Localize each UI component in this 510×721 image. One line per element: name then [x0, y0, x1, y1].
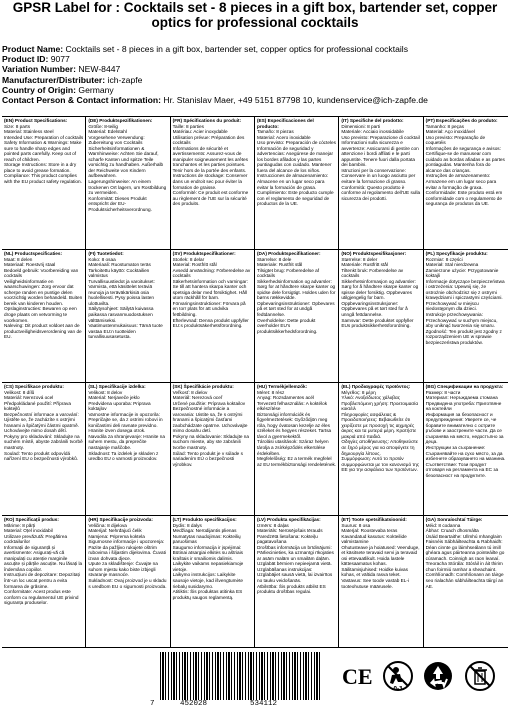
language-block-line: Размер: 8 части: [425, 389, 461, 395]
language-block: [2, 117, 86, 249]
language-block-line: Materiāls: Nerūsējošais tērauds: [256, 528, 323, 534]
language-block-line: Dimensioni: 8 parti: [341, 123, 381, 129]
language-block-line: Materiale: Rustfrit stål: [256, 262, 303, 268]
language-block-heading: (NO) Produktspesifikasjoner:: [341, 251, 407, 256]
language-block-line: Compliance: This product complies with the EU product safety regulation.: [4, 173, 82, 185]
language-block-line: Instrukcje przechowywania: Przechowywać w suchym miejscu, aby uniknąć tworzenia się smaru.: [425, 312, 498, 329]
language-block-line: Utilisation prévue: Préparation des cocktails: [172, 134, 245, 146]
language-block: [2, 383, 86, 515]
language-block-line: Conformité: Ce produit est conforme au règlement de l'UE sur la sécurité des produits.: [172, 190, 249, 207]
language-block-heading: (FR) Spécifications du produit:: [172, 118, 242, 123]
language-row: [2, 116, 508, 249]
language-block: [171, 383, 255, 515]
language-block-line: Πληροφορίες ασφάλειας & Προειδοποιήσεις: Βεβαιωθείτε ότι χειρίζεστε με προσοχή τις αιχμηρές άκρες και τα μυτερά μέρη. Κρατήστε μακριά από παιδιά.: [341, 411, 417, 439]
info-product-id: Product ID: 9077: [2, 54, 70, 65]
barcode-digits-right: 534112: [250, 700, 278, 708]
barcode-digits-left: 452028: [180, 700, 208, 708]
language-block-line: Materiaali: Ruostumaton teräs: [88, 262, 151, 268]
language-block-heading: (ES) Especificaciones del producto:: [256, 118, 314, 129]
language-block-heading: (LT) Produkto specifikacijos:: [172, 517, 237, 522]
language-block-heading: (PL) Specyfikacje produktu:: [425, 251, 488, 256]
language-block-heading: (BG) Спецификации на продукта:: [425, 384, 504, 389]
language-block-line: Tárolási utasítások: Száraz helyen tárolja a zsírképződés elkerülése érdekében.: [256, 439, 329, 456]
language-block-line: Informazioni sulla sicurezza e avvertenze: Assicurarsi di gestire con attenzione i bordi affilati e le parti appuntite. Tenere fuori dalla portata dei bambini.: [341, 140, 419, 168]
language-block-line: Tamaño: 8 piezas: [256, 129, 294, 135]
info-contact: Contact Person & Contact information: Hr. Stanislav Maer, +49 5151 87798 10, kundenservice@ich-zapfe.de: [2, 95, 428, 106]
language-row: [2, 515, 508, 648]
language-block-line: Opslaginstructies: Bewaren op een droge plaats om vetvorming te voorkomen.: [4, 306, 77, 323]
language-block-line: Instruções de armazenamento: Armazene em um lugar seco para evitar a formação de graxa.: [425, 173, 497, 190]
language-block-line: Velikost: 8 delov: [88, 389, 123, 395]
language-block-line: Información de seguridad y advertencias: Asegúrese de manejar los bordes afilados y las partes puntiagudas con cuidado. Mantener fuera del alcance de los niños.: [256, 145, 334, 173]
language-block: [2, 516, 86, 648]
language-block-line: Materijal: Nehrđajući čelik: [88, 528, 142, 534]
language-block-line: Veiligheidsinformatie en waarschuwingen: Zorg ervoor dat scherpe randen en puntige delen voorzichtig worden behandeld. Buiten bereik van kinderen houden.: [4, 278, 83, 306]
language-block-line: Soulad: Tento produkt odpovídá nařízení EU o bezpečnosti výrobků.: [4, 450, 78, 462]
language-block-line: Tilsigtet brug: Forberedelse af cocktails: [256, 267, 320, 279]
info-product-name: Product Name: Cocktails set - 8 pieces in a gift box, bartender set, copper optics for professional cocktails: [2, 44, 408, 54]
language-block: [255, 383, 339, 515]
language-block-line: Taille: 8 parties: [172, 123, 204, 129]
barcode-bars: [160, 652, 320, 700]
language-block-line: Upute za skladištenje: Čuvajte na suhom mjestu kako biste izbjegli stvaranje masnoće.: [88, 561, 158, 578]
language-block-heading: (ET) Toote spetsifikatsioonid:: [341, 517, 407, 522]
language-block-line: Numatytas naudojimas: Kokteilių paruošimas: [172, 533, 241, 545]
language-block-line: Materiale: Rustfritt stål: [341, 262, 388, 268]
language-block-line: Sicherheitsinformationen & Warnhinweise: Achten Sie darauf, scharfe Kanten und spitze Teile vorsichtig zu handhaben. Außerhalb der Reichweite von Kindern aufbewahren.: [88, 145, 164, 179]
language-block-line: Material: Acero inoxidable: [256, 134, 311, 140]
language-block-line: Intended Use: Preparation of cocktails: [4, 134, 84, 140]
language-block-line: Materiaal: Roestvrij staal: [4, 262, 56, 268]
language-block-line: Určené použitie: Príprava koktailov: [172, 400, 246, 406]
language-block-heading: (DA) Produktspecifikationer:: [256, 251, 321, 256]
language-block-heading: (LV) Produkta specifikācijas:: [256, 517, 321, 522]
language-block-line: Størrelse: 8 dele: [256, 256, 292, 262]
language-block-line: Informacje dotyczące bezpieczeństwa i ostrzeżenia: Upewnij się, że ostrożnie obchodzisz się z ostrymi krawędziami i spiczastymi częściami. Przechowywać w miejscu niedostępnym dla dzieci.: [425, 278, 505, 312]
language-block-line: Οδηγίες αποθήκευσης: Αποθηκεύστε σε ξηρό μέρος για να αποφύγετε τη δημιουργία λίπους.: [341, 439, 418, 456]
language-block-line: Pokyny na skladovanie: Skladujte na suchom mieste, aby ste zabránili tvorbe mastnoty.: [172, 433, 250, 451]
language-block-line: Materjal: Roostevaba teras: [341, 528, 398, 534]
language-block-line: Skladnost: Ta izdelek je skladen z uredbo EU o varnosti proizvodov.: [88, 450, 159, 462]
language-block-heading: (GA) Sonraíochtaí Táirge:: [425, 517, 483, 522]
language-block-line: Sigurnosne informacije i upozorenja: Pazite da pažljivo rukujete oštrim rubovima i šiljastim dijelovima. Čuvati izvan dohvata djece.: [88, 539, 166, 561]
language-block-line: Maat: 8 delen: [4, 256, 33, 262]
language-block: [171, 516, 255, 648]
language-block-heading: (PT) Especificações do produto:: [425, 118, 498, 123]
language-block-line: Navodila za shranjevanje: Hranite na suhem mestu, da preprečite nastajanje maščobe.: [88, 433, 165, 451]
language-block: [255, 250, 339, 382]
language-block-line: Avsedd användning: Förberedelse av cocktails: [172, 267, 251, 279]
language-block-line: Medžiaga: Nerūdijantis plienas: [172, 528, 237, 534]
language-block-line: Naleving: Dit product voldoet aan de productveiligheidsverordening van de EU.: [4, 323, 82, 340]
language-block: [339, 250, 423, 382]
language-block-line: Informations de sécurité et avertissements: Assurez-vous de manipuler soigneusement les arêtes tranchantes et les parties pointues. Tenir hors de la portée des enfants.: [172, 145, 248, 173]
language-block-line: Kavandatud kasutus: Kokteilide valmistamine: [341, 533, 407, 545]
language-block-line: Предвидена употреба: Приготвяне на коктейли: [425, 400, 502, 412]
language-row-columns: [2, 117, 508, 249]
language-block-heading: (RO) Specificații produs:: [4, 517, 59, 522]
language-block-line: Vaatimustenmukaisuus: Tämä tuote vastaa EU:n tuotteiden turvallisuusasetusta.: [88, 323, 163, 340]
language-block-line: Uso previsto: Preparación de cócteles: [256, 140, 336, 146]
language-block-line: Zgodność: Ten produkt jest zgodny z rozporządzeniem UE w sprawie bezpieczeństwa produktów.: [425, 328, 502, 345]
language-block-line: Material: Stainless steel: [4, 129, 54, 135]
language-block-line: Størrelse: 8 deler: [341, 256, 378, 262]
language-block-line: Treoracha Stórála: Stóráil in áit thirim chun foirmiú ramhar a sheachaint.: [425, 561, 503, 572]
language-block-line: Zamierzone użycie: Przygotowanie koktajli: [425, 267, 499, 279]
language-block-line: Conformità: Questo prodotto è conforme al regolamento dell'UE sulla sicurezza dei prodotti.: [341, 184, 421, 201]
language-block-line: Opbevaringsinstruktioner: Opbevares på et tørt sted for at undgå fedtdannelse.: [256, 300, 335, 318]
language-block: [171, 250, 255, 382]
language-block-line: Pokyny pro skladování: Skladujte na suchém místě, abyste zabránili tvorbě mastnoty.: [4, 433, 83, 451]
language-block-line: Utilizare prevăzută: Pregătirea cocktailurilor: [4, 533, 68, 545]
language-block: [86, 383, 170, 515]
language-block: [424, 117, 508, 249]
language-block-line: Megfelelőség: Ez a termék megfelel az EU termékbiztonsági rendeletének.: [256, 456, 337, 467]
language-block-line: Izmērs: 8 daļas: [256, 522, 289, 528]
language-block-line: Lagerungshinweise: An einem trockenen Ort lagern, um Rostbildung zu vermeiden.: [88, 179, 167, 196]
language-block-line: Conformidade: Este produto está em conformidade com o regulamento de segurança de produtos da UE.: [425, 190, 503, 207]
language-block-line: Förvaringsinstruktioner: Förvara på en torr plats för att undvika fettbildning.: [172, 300, 246, 318]
language-block-line: Vastavus: See toode vastab EL-i tooteohutuse määrusele.: [341, 578, 409, 589]
language-block-line: Atbilstība: Šis produkts atbilst ES produktu drošības regulai.: [256, 583, 326, 595]
language-block-line: Material: Rostfritt stål: [172, 262, 217, 268]
language-block-line: Tarkoitettu käyttö: Cocktailien valmistus: [88, 267, 150, 279]
svg-text:0-3: 0-3: [393, 686, 403, 692]
language-block-line: Sikkerhedsinformation og advarsler: Sørg for at håndtere skarpe kanter og spidse dele forsigtigt. Holdes uden for børns rækkevidde.: [256, 278, 336, 301]
language-block-heading: (NL) Productspecificaties:: [4, 251, 63, 256]
language-block-heading: (EL) Προδιαγραφές προϊόντος:: [341, 384, 411, 389]
language-block: [339, 117, 423, 249]
language-block: [424, 250, 508, 382]
language-block-heading: (EN) Product Specifications:: [4, 118, 68, 123]
recycle-icon: [422, 660, 454, 697]
language-block-line: Bedoeld gebruik: Voorbereiding van cocktails: [4, 267, 79, 279]
language-block-line: Informații de siguranță și avertismente: Asigurați-vă că manipulați cu atenție marginile ascuțite și părțile ascuțite. Nu lăsați la îndemâna copiilor.: [4, 544, 83, 572]
language-block-line: Faisnéis Sábháilteachta & Rabhaidh: Déan cinnte go láimhseálann tú imill ghéara agus páirteanna pointeáilte go cúramach. Coinnigh as raon leanaí.: [425, 539, 505, 561]
language-block-line: Säilytysohjeet: Säilytä kuivassa paikassa rasvanmuodostuksen välttämiseksi.: [88, 306, 154, 323]
product-info: [2, 44, 508, 105]
ean-barcode: [150, 652, 320, 710]
language-block-line: Vorgesehene Verwendung: Zubereitung von Cocktails: [88, 134, 145, 146]
language-block-line: Uso previsto: Preparação de coquetéis: [425, 134, 486, 146]
language-block-line: Materiál: Nerezová oceľ: [172, 395, 223, 401]
language-block: [2, 250, 86, 382]
language-block-line: Conformitate: Acest produs este conform cu regulamentul UE privind siguranța produselor.: [4, 589, 79, 606]
language-block-line: Sukladnost: Ovaj proizvod je u skladu s uredbom EU o sigurnosti proizvoda.: [88, 578, 167, 589]
language-block-line: Úsáid Beartaithe: Ullmhú mhanglaim: [425, 533, 502, 539]
language-block-line: Predvidena uporaba: Priprava koktajlov: [88, 400, 151, 412]
no-dustbin-icon: [464, 660, 496, 697]
language-block-line: Μέγεθος: 8 μέρη: [341, 389, 376, 395]
language-block-line: Veľkosť: 8 dielov: [172, 389, 208, 395]
language-row: [2, 249, 508, 382]
language-block-heading: (DE) Produktspezifikationen:: [88, 118, 153, 123]
language-block-line: Materiał: Stal nierdzewna: [425, 262, 479, 268]
language-block-line: Oppbevaringsinstruksjoner: Oppbevares på et tørt sted for å unngå fettdannelse.: [341, 300, 408, 318]
info-manufacturer: Manufacturer/Distributer: ich-zapfe: [2, 74, 143, 85]
language-block: [86, 117, 170, 249]
language-block-line: Uzglabāšanas instrukcijas: Uzglabājiet sausā vietā, lai izvairītos no tauku veidošanās.: [256, 566, 333, 584]
language-block-line: Προβλεπόμενη χρήση: Προετοιμασία κοκτέιλ: [341, 400, 419, 412]
info-variation-number: Variation Number: NEW-8447: [2, 64, 121, 75]
language-block-line: Overholdelse: Dette produkt overholder EU's produktsikkerhedsforordning.: [256, 317, 318, 334]
language-block: [424, 516, 508, 648]
language-block-line: Informações de segurança e avisos: Certifique-se de manusear com cuidado as bordas afiadas e as partes pontiagudas. Mantenha fora do alcance das crianças.: [425, 145, 505, 173]
language-block: [171, 117, 255, 249]
language-block-line: Méret: 8 rész: [256, 389, 285, 395]
language-block-line: Größe: 8-teilig: [88, 123, 119, 129]
language-block-line: Cumplimiento: Este producto cumple con el reglamento de seguridad de productos de la UE.: [256, 190, 334, 207]
language-block-line: Materiale: Acciaio inossidabile: [341, 129, 404, 135]
barcode-digit-lead: 7: [150, 700, 155, 708]
no-children-icon: [382, 660, 414, 697]
language-block-line: Předpokládané použití: Příprava koktejlů: [4, 400, 71, 412]
language-block-line: Konformität: Dieses Produkt entspricht der EU-Produktsicherheitsverordnung.: [88, 195, 152, 212]
language-block-line: Méid: 8 codanna: [425, 522, 461, 528]
language-block-line: Saugumo informacija ir įspėjimai: Būtinai atsargiai elkitės su aštriais kraštais ir smailiomis dalimis. Laikykite vaikams nepasiekiamoje vietoje.: [172, 544, 244, 572]
language-block-line: Instrucțiuni de depozitare: Depozitați într-un loc uscat pentru a evita formarea de grăsime.: [4, 572, 80, 589]
info-country-of-origin: Country of Origin: Germany: [2, 84, 114, 95]
language-block-line: Suurus: 8 osa: [341, 522, 371, 528]
language-block: [424, 383, 508, 515]
language-block-heading: (HR) Specifikacije proizvoda:: [88, 517, 153, 522]
language-block-line: Efterlevnad: Denna produkt uppfyller EU:s produktsäkerhetsförordning.: [172, 317, 249, 329]
language-block: [86, 516, 170, 648]
page-title: GPSR Label for : Cocktails set - 8 pieces in a gift box, bartender set, copper optics for professional cocktails: [12, 0, 498, 30]
language-block-line: Instrucciones de almacenamiento: Almacene en un lugar seco para evitar la formación de grasa.: [256, 173, 329, 190]
language-block-line: Varnostne informacije in opozorila: Prepričajte se, da z ostrimi robovi in koničastimi deli ravnate previdno. Hranite izven dosega otrok.: [88, 411, 163, 434]
language-block-line: Anyag: Rozsdamentes acél: [256, 395, 315, 401]
language-block-line: Συμμόρφωση: Αυτό το προϊόν συμμορφώνεται με τον κανονισμό της ΕΕ για την ασφάλεια των προϊόντων.: [341, 456, 420, 473]
language-block-line: Biztonsági információk és figyelmeztetések: Győződjön meg róla, hogy óvatosan kezelje az éles széleket és hegyes részeket. Tartsa távol a gyermekektől.: [256, 411, 332, 439]
language-block-line: Safety Information & Warnings: Make sure to handle sharp edges and pointed parts carefully. Keep out of reach of children.: [4, 140, 82, 162]
language-block-line: Velikost: 8 dílů: [4, 389, 35, 395]
language-block-heading: (SV) Produktspecifikationer:: [172, 251, 236, 256]
language-block-line: Säilitamisjuhised: Hoidke kuivas kohas, et vältida rasva teket.: [341, 566, 409, 578]
language-block-line: Storlek: 8 delar: [172, 256, 205, 262]
language-block-line: Tamanho: 8 peças: [425, 123, 464, 129]
language-block-line: Material: Nerjaveče jeklo: [88, 395, 140, 401]
language-block-line: Информация за безопасност и предупреждения: Уверете се, че боравите внимателно с острите ръбове и заострените части. Да се съхранява на място, недостъпно за деца.: [425, 411, 504, 445]
language-block-heading: (CS) Specifikace produktu:: [4, 384, 64, 389]
language-block-line: Material: Edelstahl: [88, 129, 127, 135]
language-block-line: Ohutusteave ja hoiatused: Veenduge, et käsitsete teravaid servi ja teravaid osi ettevaatlikult. Hoida lastele kättesaamatus kohas.: [341, 544, 420, 567]
language-block-line: Matériau: Acier inoxydable: [172, 129, 228, 135]
language-block: [255, 516, 339, 648]
language-block-line: Sikkerhetsinformasjon og advarsler: Sørg for å håndtere skarpe kanter og spisse deler forsiktig. Oppbevares utilgjengelig for barn.: [341, 278, 419, 301]
language-block-line: Namjena: Priprema koktela: [88, 533, 145, 539]
language-block-line: Tiltenkt bruk: Forberedelse av cocktails: [341, 267, 404, 279]
language-block: [339, 516, 423, 648]
language-block-heading: (FI) Tuotetiedot:: [88, 251, 124, 256]
language-block: [255, 117, 339, 249]
language-block-line: Υλικό: Ανοξείδωτος χάλυβας: [341, 395, 400, 401]
language-block-line: Size: 8 parts: [4, 123, 31, 129]
language-block: [86, 250, 170, 382]
language-block-line: Uso previsto: Preparazione di cocktail: [341, 134, 420, 140]
language-block-line: Tervezett felhasználás: A koktélok elkészítése: [256, 400, 328, 412]
language-block-line: Съответствие: Този продукт отговаря на регламента на ЕС за безопасност на продуктите.: [425, 461, 499, 478]
language-block-line: Dydis: 8 dalys: [172, 522, 202, 528]
language-row-columns: [2, 250, 508, 382]
language-block-line: Samsvar: Dette produktet oppfyller EUs produktsikkerhetsforordning.: [341, 317, 414, 329]
language-block-line: Material: Oțel inoxidabil: [4, 528, 53, 534]
language-block-line: Veličina: 8 dijelova: [88, 522, 127, 528]
language-block-line: Laikymo instrukcijos: Laikykite sausoje vietoje, kad išvengtumėte riebalų susidarymo.: [172, 572, 244, 589]
language-block-heading: (HU) Termékjellemzők:: [256, 384, 308, 389]
language-block-heading: (SK) Špecifikácie produktu:: [172, 384, 234, 389]
language-block-line: Материал: Неръждаема стомана: [425, 395, 498, 401]
language-block-line: Drošības informācija un brīdinājumi: Pārliecinieties, ka uzmanīgi rīkojaties ar asām malām un smailām daļām. Uzglabāt bērniem nepieejamā vietā.: [256, 544, 334, 567]
language-block: [339, 383, 423, 515]
language-block-line: Materiál: Nerezová ocel: [4, 395, 54, 401]
language-block-line: Bezpečnostní informace a varování: Ujistěte se, že zacházíte s ostrými hranami a špičatými částmi opatrně. Uchovávejte mimo dosah dětí.: [4, 411, 80, 434]
language-block-line: Instructions de stockage: Conserver dans un endroit sec pour éviter la formation de graisse.: [172, 173, 248, 190]
language-block-line: Ábhar: Cruach dhosmálta: [425, 528, 479, 534]
language-block-line: Atitiktis: Šis produktas atitinka ES produktų saugos reglamentą.: [172, 589, 243, 600]
language-block-heading: (IT) Specifiche del prodotto:: [341, 118, 404, 123]
language-row-columns: [2, 383, 508, 515]
language-row: [2, 382, 508, 515]
language-row-columns: [2, 516, 508, 648]
language-block-line: Turvallisuustiedot ja varoitukset: Varmista, että käsittelet teräviä reunoja ja teräväkärkisiä osia huolellisesti. Pysy poissa lasten ulottuvilta.: [88, 278, 155, 306]
language-block-line: Comhlíonadh: Comhlíonann an táirge seo rialachán sábháilteachta táirgí an AE.: [425, 572, 504, 589]
language-block-line: Storage Instructions: Store in a dry place to avoid grease formation.: [4, 162, 77, 173]
language-block-line: Säkerhetsinformation och varningar: Se till att hantera skarpa kanter och spetsiga delar med försiktighet. Håll utom räckhåll för barn.: [172, 278, 248, 301]
language-block-line: Mărime: 8 părți: [4, 522, 36, 528]
language-block-heading: (SL) Specifikacije izdelka:: [88, 384, 146, 389]
language-block-line: Paredzētā lietošana: Kokteiļu pagatavošana: [256, 533, 318, 545]
language-block-line: Istruzioni per la conservazione: Conservare in un luogo asciutto per evitare la formazione di grasso.: [341, 167, 416, 185]
language-block-line: Инструкции за съхранение: Съхранявайте на сухо място, за да избегнете образуването на мазнина.: [425, 445, 506, 462]
language-block-line: Rozmiar: 8 części: [425, 256, 463, 262]
language-block-line: Súlad: Tento produkt je v súlade s nariadením EÚ o bezpečnosti výrobkov.: [172, 450, 243, 467]
language-block-line: Material: Aço inoxidável: [425, 129, 475, 135]
language-block-line: Bezpečnostné informácie a varovania: Uistite sa, že s ostrými hranami a špicatými časťami zaobchádzate opatrne. Uchovávajte mimo dosahu detí.: [172, 406, 248, 434]
ce-mark-icon: CE: [342, 664, 373, 689]
language-block-line: Koko: 8 osaa: [88, 256, 116, 262]
